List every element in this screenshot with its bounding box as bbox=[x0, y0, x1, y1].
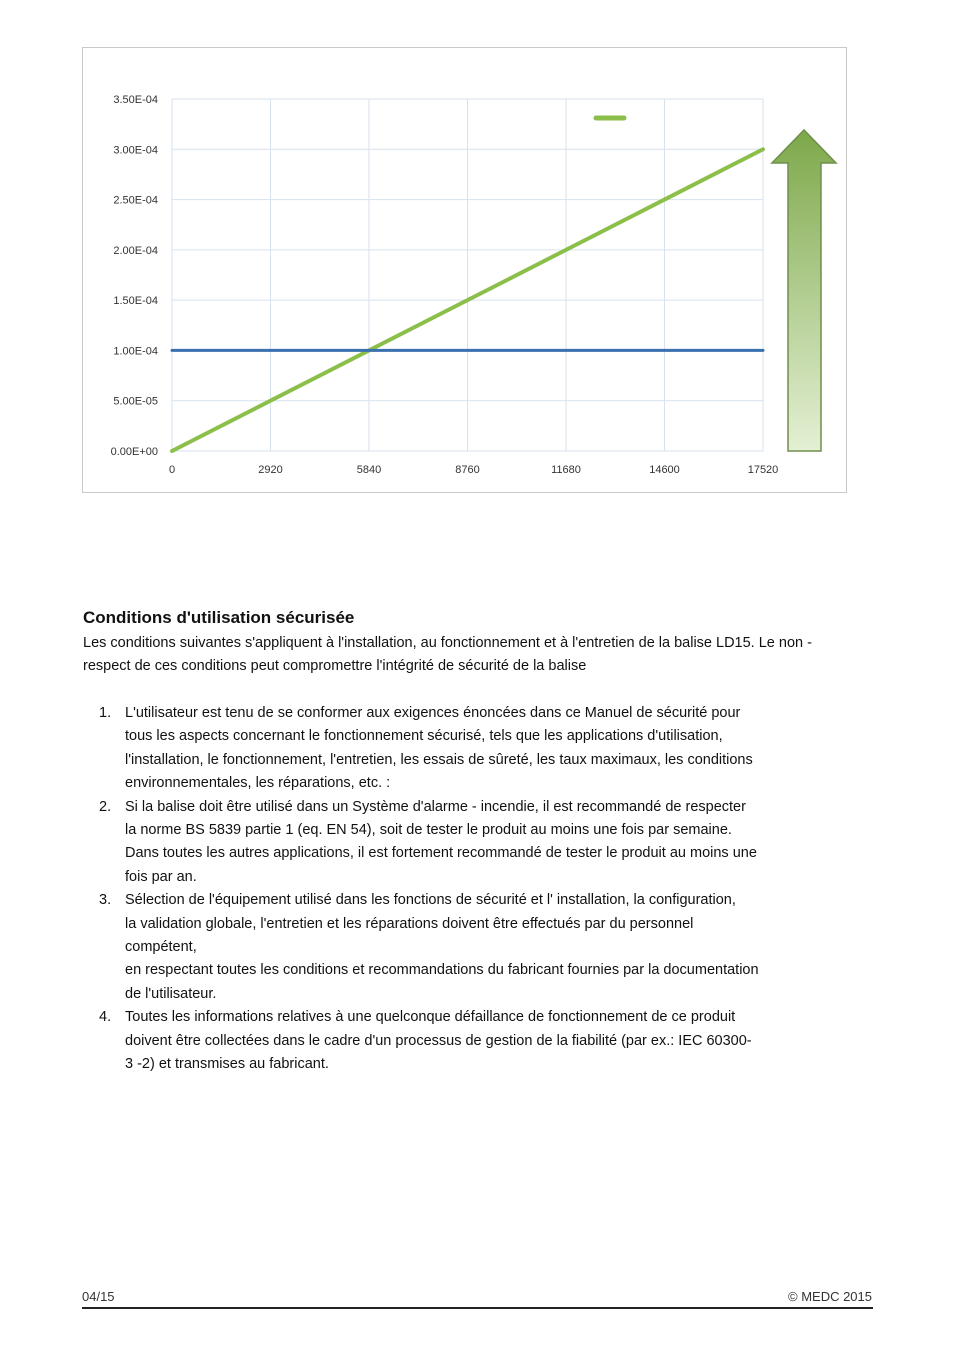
x-tick-label: 17520 bbox=[747, 464, 779, 476]
list-item-text: Sélection de l'équipement utilisé dans les fonctions de sécurité et l' installation, la configuration, la validation globale, l'entretien et les réparations doivent être effectués par du personnel compétent, en respectant toutes les conditions et recommandations du fabricant fournies par la documentation de l'utilisateur. bbox=[125, 892, 759, 1002]
x-tick-label: 8760 bbox=[455, 464, 480, 476]
page-number: 04/15 bbox=[82, 1289, 115, 1304]
up-arrow-icon bbox=[772, 130, 836, 451]
list-item-number: 1. bbox=[99, 705, 112, 721]
y-tick-label: 5.00E-05 bbox=[113, 395, 158, 408]
list-item-number: 3. bbox=[99, 892, 112, 909]
reliability-chart bbox=[82, 47, 847, 493]
copyright: © MEDC 2015 bbox=[788, 1289, 872, 1304]
y-tick-label: 1.00E-04 bbox=[113, 345, 158, 358]
list-item bbox=[83, 702, 843, 796]
list-item-text: L'utilisateur est tenu de se conformer aux exigences énoncées dans ce Manuel de sécurité pour tous les aspects concernant le fonctionnement sécurisé, tels que les applications d'utilisation, l'installation, le fonctionnement, l'entretien, les essais de sûreté, les taux maximaux, les conditions environnementales, les réparations, etc. : bbox=[125, 705, 753, 792]
list-item bbox=[83, 796, 843, 890]
list-item-number: 2. bbox=[99, 798, 112, 815]
list-item-number: 4. bbox=[99, 1009, 112, 1026]
y-tick-label: 3.00E-04 bbox=[113, 144, 158, 157]
y-tick-label: 0.00E+00 bbox=[110, 446, 158, 458]
x-tick-label: 11680 bbox=[551, 464, 581, 476]
x-tick-label: 2920 bbox=[258, 464, 283, 476]
y-tick-label: 1.50E-04 bbox=[113, 295, 158, 308]
y-tick-label: 2.50E-04 bbox=[113, 194, 158, 207]
y-tick-label: 2.00E-04 bbox=[113, 244, 158, 257]
list-item bbox=[83, 889, 843, 1006]
x-tick-label: 5840 bbox=[356, 464, 382, 476]
list-item-text: Si la balise doit être utilisé dans un Système d'alarme - incendie, il est recommandé de respecter la norme BS 5839 partie 1 (eq. EN 54), soit de tester le produit au moins une fois par semaine. Dans toutes les autres applications, il est fortement recommandé de tester le produit au moins une fois par an. bbox=[125, 798, 757, 885]
list-item bbox=[83, 1006, 843, 1076]
section-title: Conditions d'utilisation sécurisée bbox=[83, 608, 355, 627]
section-intro: Les conditions suivantes s'appliquent à l'installation, au fonctionnement et à l'entretien de la balise LD15. Le non -respect de ces conditions peut compromettre l'intégrité de sécurité de la balise bbox=[83, 635, 812, 674]
chart-svg bbox=[83, 48, 848, 494]
safe-use-section bbox=[83, 608, 843, 678]
conditions-list bbox=[83, 702, 843, 1077]
y-tick-label: 3.50E-04 bbox=[113, 94, 158, 106]
x-tick-label: 0 bbox=[168, 464, 176, 476]
footer-divider bbox=[82, 1307, 873, 1309]
x-tick-label: 14600 bbox=[649, 464, 680, 476]
list-item-text: Toutes les informations relatives à une quelconque défaillance de fonctionnement de ce produit doivent être collectées dans le cadre d'un processus de gestion de la fiabilité (par ex.: IEC 60300- 3 -2) et transmises au fabricant. bbox=[125, 1009, 752, 1073]
